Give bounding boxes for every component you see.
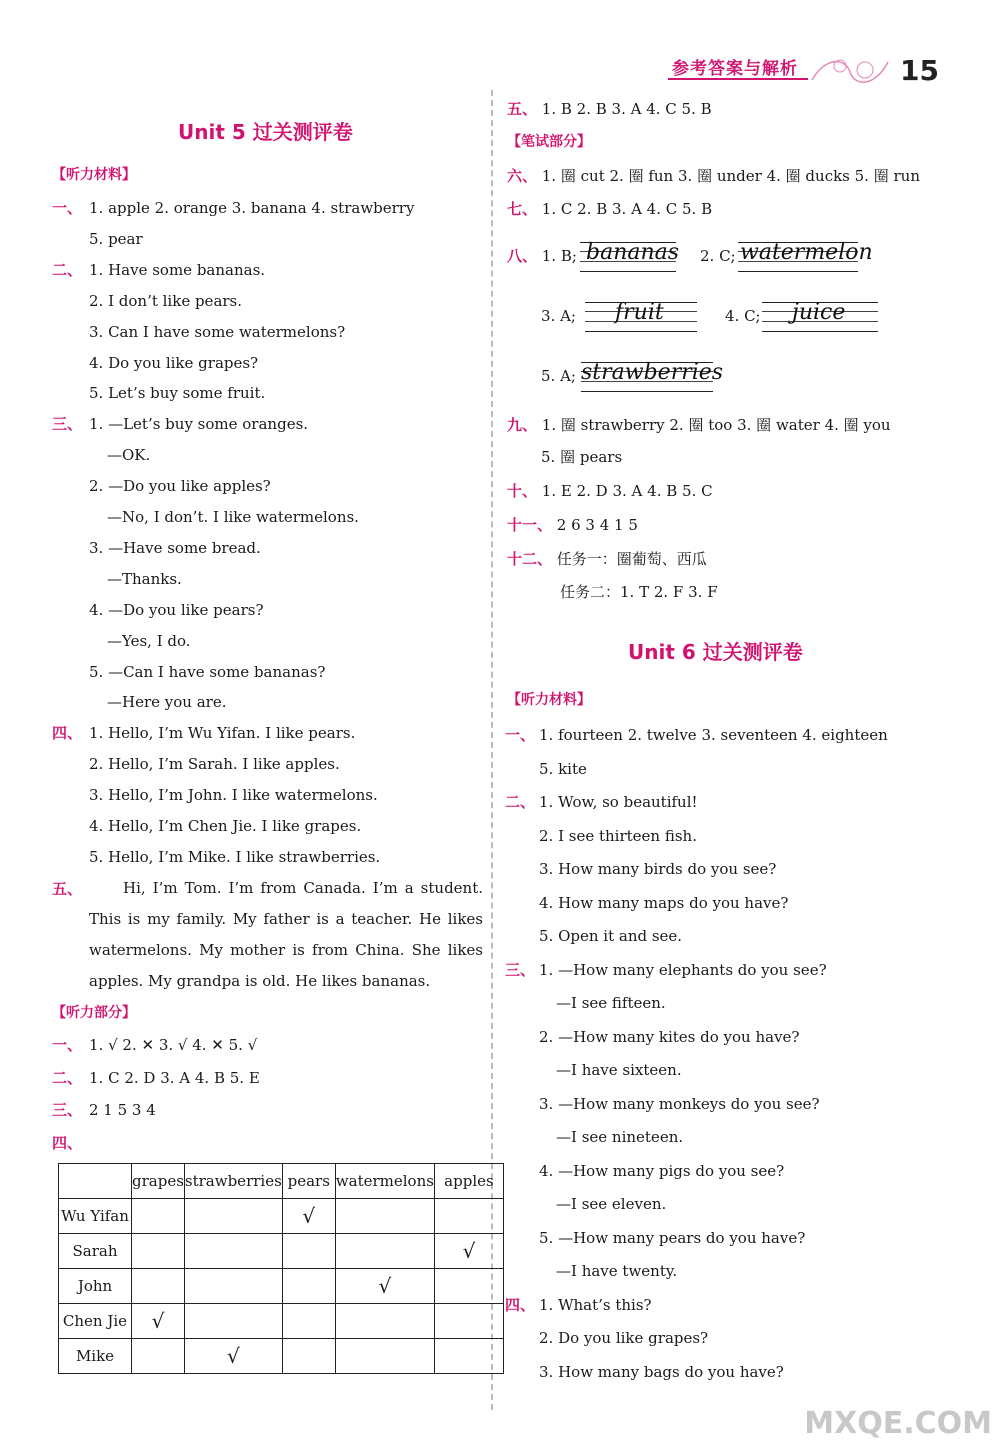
answer-seven: 七、 1. C 2. B 3. A 4. C 5. B (507, 200, 713, 218)
check-cell: √ (282, 1199, 335, 1234)
answer-eight-2-label: 2. C; (700, 247, 736, 265)
row-name-cell: Mike (59, 1339, 132, 1374)
check-cell (335, 1234, 434, 1269)
row-name-cell: John (59, 1269, 132, 1304)
answer-twelve-cont: 任务二：1. T 2. F 3. F (560, 583, 718, 601)
list-item: —I see nineteen. (556, 1128, 684, 1146)
table-header-cell (59, 1164, 132, 1199)
watermark: MXQE.COM (804, 1406, 992, 1441)
section-listening-material-2: 【听力材料】 (507, 692, 591, 708)
list-item: 1. Hello, I’m Wu Yifan. I like pears. (89, 724, 356, 743)
list-item: 5. —Can I have some bananas? (89, 662, 326, 681)
section-listening-material: 【听力材料】 (52, 167, 136, 183)
table-row (59, 1234, 504, 1269)
row-name-cell: Chen Jie (59, 1304, 132, 1339)
check-cell (434, 1304, 503, 1339)
table-row (59, 1304, 504, 1339)
list-item: 2 1 5 3 4 (89, 1101, 156, 1119)
handwritten-word-1: bananas (586, 240, 680, 265)
check-cell (132, 1199, 185, 1234)
check-cell (184, 1234, 282, 1269)
answer-eight-label: 八、 1. B; (507, 247, 577, 265)
list-item: 1. Wow, so beautiful! (539, 793, 698, 811)
question-number: 四、 (52, 1133, 83, 1152)
section-listening-part: 【听力部分】 (52, 1005, 136, 1021)
list-item: —I have sixteen. (556, 1061, 682, 1079)
check-cell (335, 1339, 434, 1374)
check-cell (132, 1234, 185, 1269)
row-name-cell: Wu Yifan (59, 1199, 132, 1234)
answer-nine: 九、 1. 圈 strawberry 2. 圈 too 3. 圈 water 4. 圈 you (507, 416, 891, 434)
check-cell: √ (434, 1234, 503, 1269)
answer-six: 六、 1. 圈 cut 2. 圈 fun 3. 圈 under 4. 圈 ducks 5. 圈 run (507, 167, 920, 185)
list-item: 2. I don’t like pears. (89, 291, 243, 310)
list-item: —Yes, I do. (107, 631, 191, 650)
handwritten-word-3: fruit (615, 300, 664, 325)
check-cell (282, 1269, 335, 1304)
check-cell (335, 1304, 434, 1339)
check-cell (132, 1339, 185, 1374)
list-item: —Thanks. (107, 569, 182, 588)
answer-five: 五、 1. B 2. B 3. A 4. C 5. B (507, 100, 712, 118)
list-item: 5. Let’s buy some fruit. (89, 384, 266, 403)
list-item: 4. Hello, I’m Chen Jie. I like grapes. (89, 817, 362, 835)
handwritten-word-5: strawberries (581, 360, 724, 385)
header-rule (668, 78, 808, 80)
question-number: 三、 (505, 960, 536, 979)
list-item: —Here you are. (107, 693, 227, 712)
list-item: —I see eleven. (556, 1195, 667, 1213)
handwritten-word-4: juice (792, 300, 846, 325)
list-item: 2. Do you like grapes? (539, 1329, 709, 1347)
list-item: 2. —How many kites do you have? (539, 1027, 800, 1046)
question-number: 四、 (505, 1295, 536, 1314)
check-cell (434, 1269, 503, 1304)
list-item: 3. Hello, I’m John. I like watermelons. (89, 786, 378, 805)
question-number: 二、 (52, 260, 83, 279)
list-item: 3. How many bags do you have? (539, 1362, 784, 1381)
decoration-swirl-icon (810, 52, 890, 88)
list-item: 2. —Do you like apples? (89, 477, 271, 496)
answer-eight-4-label: 4. C; (725, 307, 761, 325)
question-number: 一、 (52, 1036, 83, 1054)
section-written: 【笔试部分】 (507, 134, 591, 150)
answer-eight-5-label: 5. A; (541, 367, 576, 385)
row-name-cell: Sarah (59, 1234, 132, 1269)
table-header-cell: pears (282, 1164, 335, 1199)
unit6-title: Unit 6 过关测评卷 (628, 640, 803, 664)
list-item: 4. —How many pigs do you see? (539, 1161, 785, 1180)
list-item: 5. —How many pears do you have? (539, 1228, 806, 1247)
list-item: 1. What’s this? (539, 1295, 652, 1314)
page-header (660, 48, 990, 98)
table-header-cell: strawberries (184, 1164, 282, 1199)
q5-paragraph: Hi, I’m Tom. I’m from Canada. I’m a student. This is my family. My father is a teacher. He likes watermelons. My mother is from China. She likes apples. My grandpa is old. He likes bananas. (89, 879, 483, 990)
table-header-cell: apples (434, 1164, 503, 1199)
question-number: 二、 (52, 1068, 83, 1087)
table-header-cell: grapes (132, 1164, 185, 1199)
question-number: 一、 (52, 199, 83, 217)
list-item: 3. —How many monkeys do you see? (539, 1094, 820, 1113)
table-row (59, 1339, 504, 1374)
header-title: 参考答案与解析 (672, 59, 798, 79)
answer-eleven: 十一、 2 6 3 4 1 5 (507, 516, 638, 534)
list-item: 5. pear (89, 229, 143, 248)
answer-eight-3-label: 3. A; (541, 307, 576, 325)
check-cell (282, 1304, 335, 1339)
list-item: 3. —Have some bread. (89, 538, 261, 557)
check-cell (282, 1234, 335, 1269)
check-cell (184, 1304, 282, 1339)
list-item: 5. kite (539, 759, 587, 778)
list-item: 4. How many maps do you have? (539, 893, 789, 912)
check-cell (335, 1199, 434, 1234)
check-cell (184, 1199, 282, 1234)
list-item: 3. How many birds do you see? (539, 860, 777, 878)
check-cell: √ (335, 1269, 434, 1304)
list-item: 1. apple 2. orange 3. banana 4. strawberry (89, 199, 415, 217)
check-cell (184, 1269, 282, 1304)
table-header-cell: watermelons (335, 1164, 434, 1199)
list-item: —I have twenty. (556, 1262, 678, 1280)
q5-label: 五、 (52, 880, 83, 898)
unit5-title: Unit 5 过关测评卷 (178, 120, 353, 144)
list-item: 1. fourteen 2. twelve 3. seventeen 4. eighteen (539, 726, 888, 744)
table-row (59, 1199, 504, 1234)
list-item: 1. Have some bananas. (89, 260, 266, 279)
answer-nine-cont: 5. 圈 pears (541, 448, 623, 466)
list-item: 1. —Let’s buy some oranges. (89, 415, 309, 434)
list-item: 1. √ 2. ✕ 3. √ 4. ✕ 5. √ (89, 1036, 258, 1054)
table-row (59, 1269, 504, 1304)
list-item: 4. —Do you like pears? (89, 600, 264, 619)
list-item: 4. Do you like grapes? (89, 353, 259, 372)
list-item: 2. Hello, I’m Sarah. I like apples. (89, 755, 340, 774)
check-cell: √ (184, 1339, 282, 1374)
question-number: 三、 (52, 1101, 83, 1119)
answer-twelve: 十二、 任务一：圈葡萄、西瓜 (507, 550, 707, 568)
list-item: 3. Can I have some watermelons? (89, 322, 346, 341)
fruit-preference-table (58, 1163, 504, 1374)
handwritten-word-2: watermelon (740, 240, 873, 265)
check-cell (282, 1339, 335, 1374)
check-cell (434, 1199, 503, 1234)
list-item: 5. Hello, I’m Mike. I like strawberries. (89, 847, 381, 866)
check-cell: √ (132, 1304, 185, 1339)
list-item: —No, I don’t. I like watermelons. (107, 508, 359, 526)
list-item: 5. Open it and see. (539, 927, 683, 945)
check-cell (132, 1269, 185, 1304)
answer-ten: 十、 1. E 2. D 3. A 4. B 5. C (507, 482, 713, 500)
list-item: —I see fifteen. (556, 994, 666, 1012)
question-number: 四、 (52, 724, 83, 743)
page-number: 15 (900, 54, 939, 87)
list-item: 2. I see thirteen fish. (539, 826, 697, 845)
question-number: 二、 (505, 793, 536, 811)
question-number: 三、 (52, 415, 83, 434)
list-item: 1. —How many elephants do you see? (539, 960, 827, 979)
question-number: 一、 (505, 726, 536, 744)
check-cell (434, 1339, 503, 1374)
list-item: —OK. (107, 446, 151, 465)
list-item: 1. C 2. D 3. A 4. B 5. E (89, 1068, 260, 1087)
